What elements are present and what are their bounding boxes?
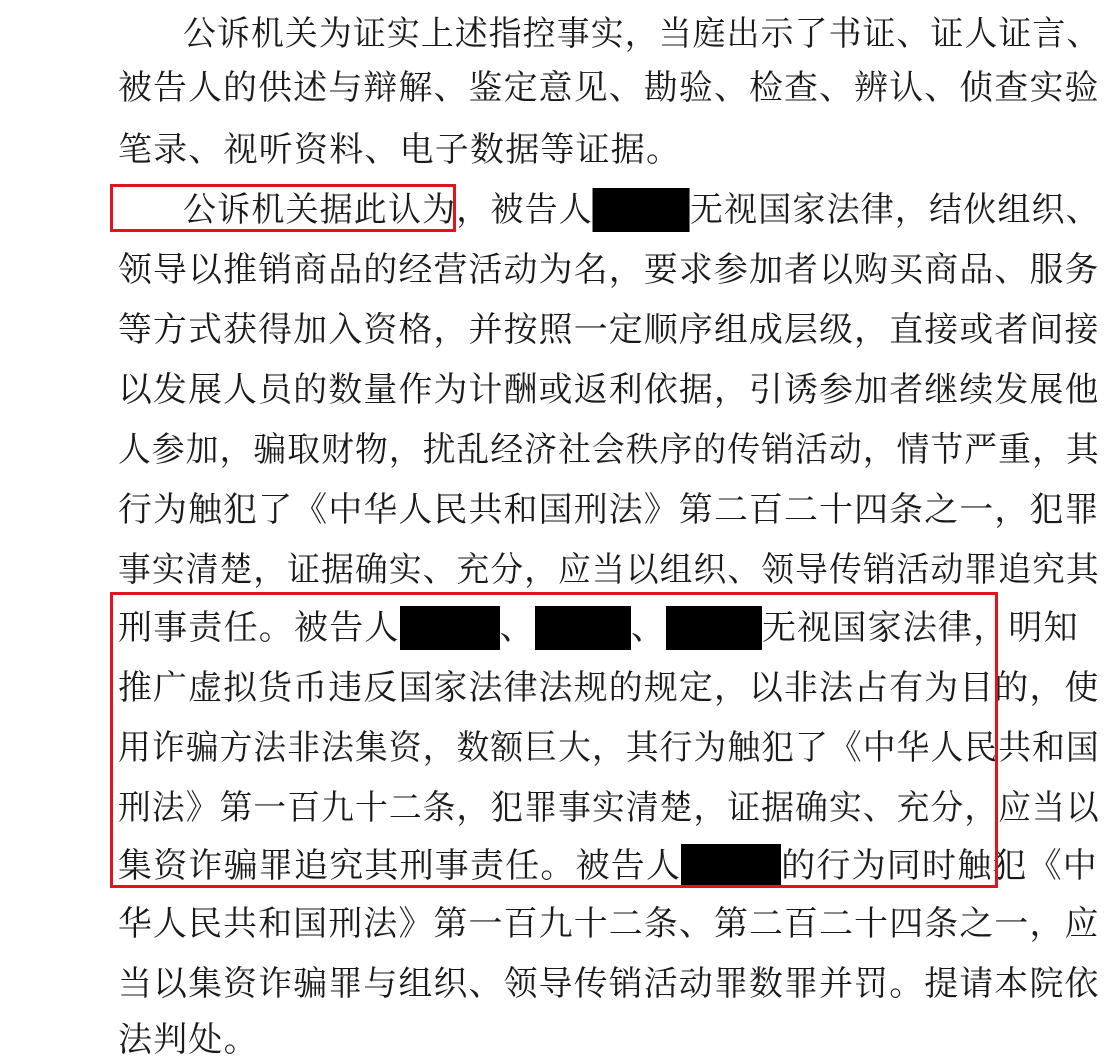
text-segment: 刑事责任。被告人 bbox=[118, 608, 400, 648]
text-line bbox=[118, 846, 1098, 886]
text-segment: 、 bbox=[499, 608, 535, 648]
text-segment: 的行为同时触犯《中 bbox=[781, 846, 1099, 886]
text-line: 公诉机关为证实上述指控事实，当庭出示了书证、证人证言、 bbox=[183, 14, 1101, 54]
text-segment: 无视国家法律，结伙组织、 bbox=[689, 190, 1100, 230]
text-segment: 、 bbox=[630, 608, 667, 648]
redaction-block bbox=[681, 844, 781, 888]
text-segment: 公诉机关据此认为， bbox=[183, 190, 491, 230]
text-line: 领导以推销商品的经营活动为名，要求参加者以购买商品、服务 bbox=[118, 250, 1100, 290]
text-line: 人参加，骗取财物，扰乱经济社会秩序的传销活动，情节严重，其 bbox=[118, 430, 1100, 470]
text-line: 等方式获得加入资格，并按照一定顺序组成层级，直接或者间接 bbox=[118, 310, 1100, 350]
text-segment: 集资诈骗罪追究其刑事责任。被告人 bbox=[118, 846, 682, 886]
redaction-block bbox=[666, 606, 762, 650]
text-line: 法判处。 bbox=[118, 1020, 259, 1060]
redaction-block bbox=[593, 188, 690, 232]
text-segment: 无视国家法律，明知 bbox=[762, 608, 1079, 648]
redaction-block bbox=[535, 606, 631, 650]
text-line: 华人民共和国刑法》第一百九十二条、第二百二十四条之一，应 bbox=[118, 904, 1100, 944]
text-line: 笔录、视听资料、电子数据等证据。 bbox=[118, 130, 682, 170]
text-line bbox=[183, 190, 1100, 230]
text-line: 事实清楚，证据确实、充分，应当以组织、领导传销活动罪追究其 bbox=[118, 550, 1100, 590]
text-segment: 被告人 bbox=[490, 190, 593, 230]
text-line: 推广虚拟货币违反国家法律法规的规定，以非法占有为目的，使 bbox=[118, 668, 1100, 708]
text-line: 行为触犯了《中华人民共和国刑法》第二百二十四条之一，犯罪 bbox=[118, 490, 1100, 530]
redaction-block bbox=[400, 606, 500, 650]
text-line: 用诈骗方法非法集资，数额巨大，其行为触犯了《中华人民共和国 bbox=[118, 728, 1100, 768]
text-line: 被告人的供述与辩解、鉴定意见、勘验、检查、辨认、侦查实验 bbox=[118, 68, 1100, 108]
text-line: 以发展人员的数量作为计酬或返利依据，引诱参加者继续发展他 bbox=[118, 370, 1100, 410]
text-line: 刑法》第一百九十二条，犯罪事实清楚，证据确实、充分，应当以 bbox=[118, 788, 1100, 828]
text-line bbox=[118, 608, 1079, 648]
text-line: 当以集资诈骗罪与组织、领导传销活动罪数罪并罚。提请本院依 bbox=[118, 964, 1100, 1004]
